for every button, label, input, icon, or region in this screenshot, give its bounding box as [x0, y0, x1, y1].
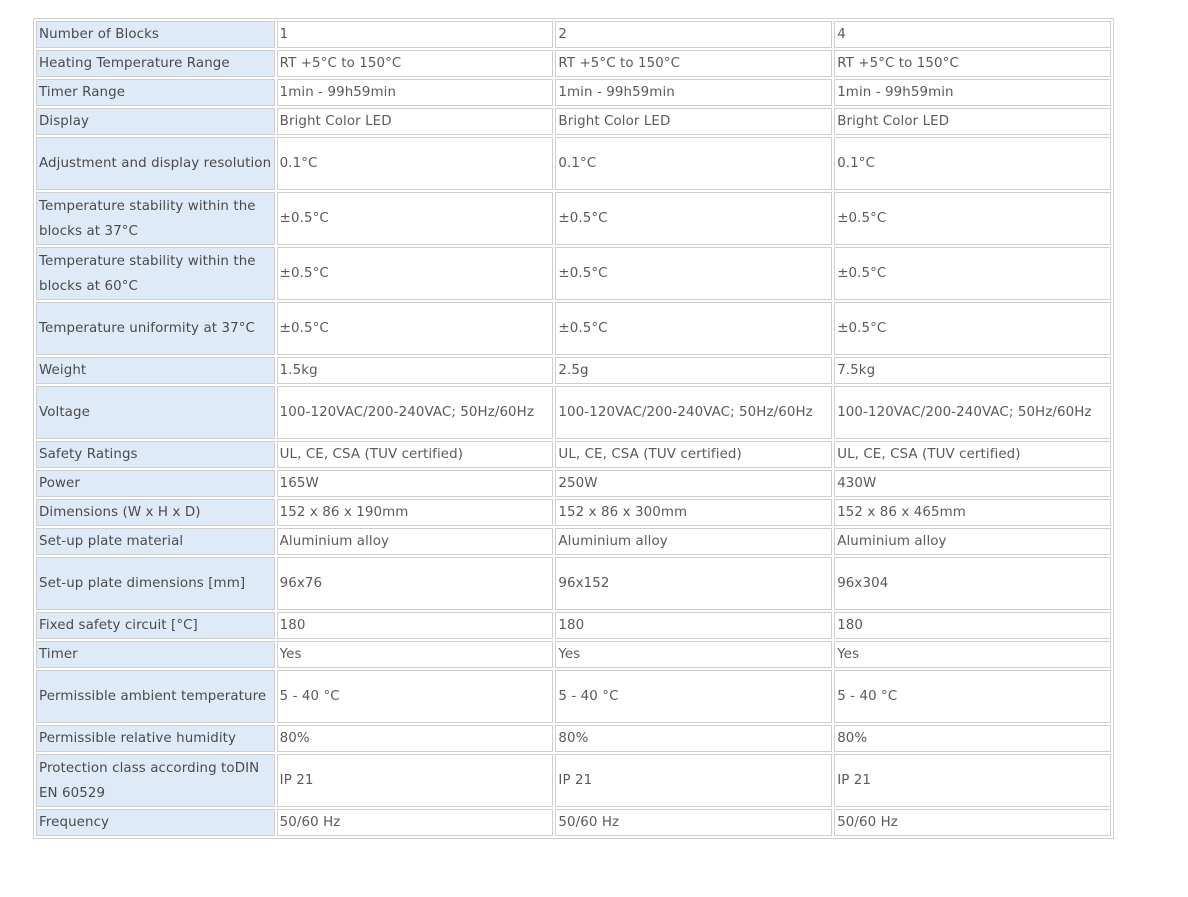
row-value: 1.5kg	[277, 357, 554, 384]
row-value: Aluminium alloy	[277, 528, 554, 555]
row-label: Voltage	[36, 386, 275, 439]
row-value: ±0.5°C	[277, 192, 554, 245]
spec-table	[33, 18, 1114, 839]
row-value: ±0.5°C	[834, 192, 1111, 245]
row-value: Yes	[277, 641, 554, 668]
row-label: Dimensions (W x H x D)	[36, 499, 275, 526]
table-row	[36, 137, 1111, 190]
row-label: Set-up plate material	[36, 528, 275, 555]
row-value: 180	[834, 612, 1111, 639]
row-label: Temperature stability within the blocks at 37°C	[36, 192, 275, 245]
table-row	[36, 302, 1111, 355]
row-value: 152 x 86 x 300mm	[555, 499, 832, 526]
row-value: Yes	[555, 641, 832, 668]
row-value: Aluminium alloy	[555, 528, 832, 555]
row-value: 1min - 99h59min	[555, 79, 832, 106]
row-value: Aluminium alloy	[834, 528, 1111, 555]
row-value: 0.1°C	[277, 137, 554, 190]
row-value: UL, CE, CSA (TUV certified)	[555, 441, 832, 468]
row-value: ±0.5°C	[555, 192, 832, 245]
row-value: 180	[555, 612, 832, 639]
row-value: RT +5°C to 150°C	[834, 50, 1111, 77]
row-value: 50/60 Hz	[277, 809, 554, 836]
row-value: 96x304	[834, 557, 1111, 610]
row-label: Display	[36, 108, 275, 135]
row-label: Power	[36, 470, 275, 497]
row-label: Frequency	[36, 809, 275, 836]
row-value: 80%	[834, 725, 1111, 752]
row-value: 1min - 99h59min	[277, 79, 554, 106]
row-value: 2.5g	[555, 357, 832, 384]
row-label: Permissible relative humidity	[36, 725, 275, 752]
row-value: 250W	[555, 470, 832, 497]
row-value: 7.5kg	[834, 357, 1111, 384]
row-value: 0.1°C	[834, 137, 1111, 190]
row-label: Protection class according toDIN EN 60529	[36, 754, 275, 807]
table-row	[36, 441, 1111, 468]
row-value: 430W	[834, 470, 1111, 497]
row-label: Number of Blocks	[36, 21, 275, 48]
row-value: UL, CE, CSA (TUV certified)	[277, 441, 554, 468]
row-value: RT +5°C to 150°C	[277, 50, 554, 77]
row-value: 5 - 40 °C	[555, 670, 832, 723]
table-row	[36, 725, 1111, 752]
table-row	[36, 528, 1111, 555]
row-value: 80%	[277, 725, 554, 752]
row-value: 1	[277, 21, 554, 48]
row-value: IP 21	[555, 754, 832, 807]
table-row	[36, 79, 1111, 106]
row-value: 80%	[555, 725, 832, 752]
row-value: ±0.5°C	[834, 302, 1111, 355]
row-label: Timer	[36, 641, 275, 668]
row-label: Adjustment and display resolution	[36, 137, 275, 190]
row-value: ±0.5°C	[555, 247, 832, 300]
row-value: 180	[277, 612, 554, 639]
row-value: Bright Color LED	[277, 108, 554, 135]
row-label: Timer Range	[36, 79, 275, 106]
row-value: Bright Color LED	[834, 108, 1111, 135]
row-value: 100-120VAC/200-240VAC; 50Hz/60Hz	[834, 386, 1111, 439]
row-value: 165W	[277, 470, 554, 497]
row-value: 2	[555, 21, 832, 48]
table-row	[36, 641, 1111, 668]
row-label: Temperature stability within the blocks at 60°C	[36, 247, 275, 300]
table-row	[36, 612, 1111, 639]
row-value: 0.1°C	[555, 137, 832, 190]
row-value: ±0.5°C	[277, 247, 554, 300]
row-value: 100-120VAC/200-240VAC; 50Hz/60Hz	[277, 386, 554, 439]
row-value: UL, CE, CSA (TUV certified)	[834, 441, 1111, 468]
table-row	[36, 386, 1111, 439]
table-row	[36, 192, 1111, 245]
table-row	[36, 21, 1111, 48]
row-label: Set-up plate dimensions [mm]	[36, 557, 275, 610]
row-value: 50/60 Hz	[834, 809, 1111, 836]
row-label: Fixed safety circuit [°C]	[36, 612, 275, 639]
row-label: Temperature uniformity at 37°C	[36, 302, 275, 355]
row-value: 96x152	[555, 557, 832, 610]
row-value: ±0.5°C	[555, 302, 832, 355]
row-label: Weight	[36, 357, 275, 384]
table-row	[36, 50, 1111, 77]
table-row	[36, 108, 1111, 135]
table-row	[36, 247, 1111, 300]
row-value: 100-120VAC/200-240VAC; 50Hz/60Hz	[555, 386, 832, 439]
row-value: 50/60 Hz	[555, 809, 832, 836]
row-value: Yes	[834, 641, 1111, 668]
row-value: 5 - 40 °C	[834, 670, 1111, 723]
row-value: ±0.5°C	[834, 247, 1111, 300]
row-value: 96x76	[277, 557, 554, 610]
row-value: 1min - 99h59min	[834, 79, 1111, 106]
row-value: 152 x 86 x 465mm	[834, 499, 1111, 526]
row-label: Permissible ambient temperature	[36, 670, 275, 723]
row-label: Safety Ratings	[36, 441, 275, 468]
row-value: Bright Color LED	[555, 108, 832, 135]
table-row	[36, 499, 1111, 526]
table-row	[36, 809, 1111, 836]
row-value: 4	[834, 21, 1111, 48]
table-row	[36, 670, 1111, 723]
table-row	[36, 754, 1111, 807]
table-row	[36, 557, 1111, 610]
row-label: Heating Temperature Range	[36, 50, 275, 77]
row-value: RT +5°C to 150°C	[555, 50, 832, 77]
row-value: IP 21	[277, 754, 554, 807]
row-value: IP 21	[834, 754, 1111, 807]
table-row	[36, 470, 1111, 497]
table-row	[36, 357, 1111, 384]
row-value: ±0.5°C	[277, 302, 554, 355]
row-value: 152 x 86 x 190mm	[277, 499, 554, 526]
row-value: 5 - 40 °C	[277, 670, 554, 723]
